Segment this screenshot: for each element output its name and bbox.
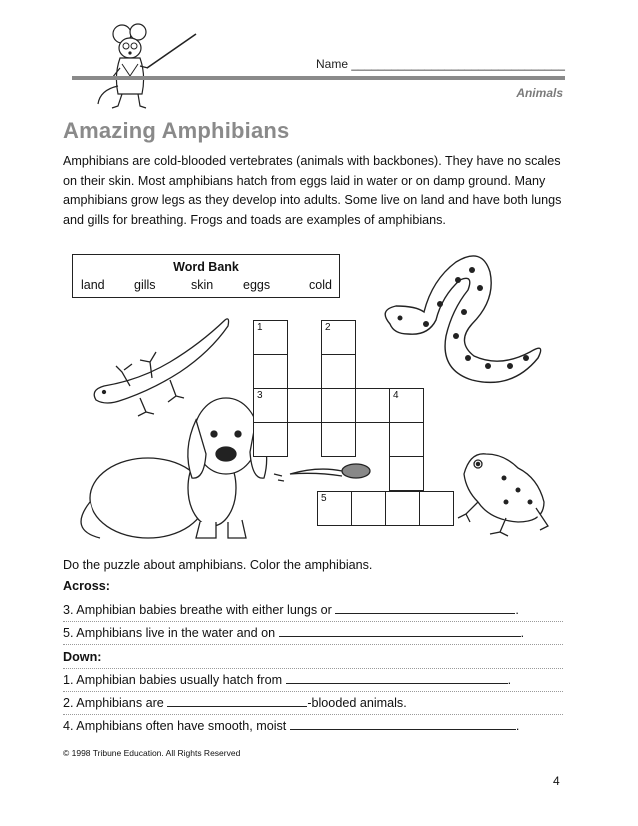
header-divider: [72, 76, 565, 80]
down-clue-1: [63, 673, 511, 687]
clue-end: -blooded animals.: [307, 696, 407, 710]
down-clue-2: [63, 696, 407, 710]
clue-number: 2: [325, 322, 331, 333]
crossword-cell[interactable]: [287, 388, 322, 423]
crossword-cell[interactable]: [253, 354, 288, 389]
word-bank-title: Word Bank: [173, 260, 239, 274]
answer-blank[interactable]: [290, 719, 516, 730]
salamander-illustration: [94, 319, 228, 416]
answer-blank[interactable]: [286, 673, 508, 684]
clue-divider: [63, 691, 563, 692]
crossword-cell[interactable]: [321, 354, 356, 389]
tadpole-illustration: [274, 464, 370, 481]
crossword-cell[interactable]: [355, 388, 390, 423]
crossword-cell[interactable]: [351, 491, 386, 526]
clue-divider: [63, 714, 563, 715]
across-clue-5: [63, 626, 524, 640]
clue-text: 3. Amphibian babies breathe with either lungs or: [63, 603, 332, 617]
snake-illustration: [385, 256, 540, 382]
answer-blank[interactable]: [335, 603, 515, 614]
category-label: Animals: [516, 86, 563, 100]
word-bank-word: land: [81, 278, 105, 292]
page-title: Amazing Amphibians: [63, 118, 290, 143]
dog-illustration: [81, 398, 267, 538]
clue-number: 1: [257, 322, 263, 333]
instructions: Do the puzzle about amphibians. Color the amphibians.: [63, 558, 373, 572]
down-clue-4: [63, 719, 519, 733]
answer-blank[interactable]: [167, 696, 307, 707]
clue-end: .: [515, 603, 519, 617]
clue-text: 5. Amphibians live in the water and on: [63, 626, 276, 640]
clue-number: 3: [257, 390, 263, 401]
copyright-notice: © 1998 Tribune Education. All Rights Reserved: [63, 748, 241, 758]
crossword-cell[interactable]: [321, 320, 356, 355]
clue-text: 2. Amphibians are: [63, 696, 164, 710]
down-heading: Down:: [63, 650, 102, 664]
word-bank-word: cold: [309, 278, 332, 292]
mouse-teacher-illustration: [92, 20, 202, 115]
crossword-cell[interactable]: [419, 491, 454, 526]
clue-number: 4: [393, 390, 399, 401]
crossword-cell[interactable]: [321, 388, 356, 423]
word-bank-word: gills: [134, 278, 156, 292]
clue-text: 1. Amphibian babies usually hatch from: [63, 673, 283, 687]
intro-paragraph: Amphibians are cold-blooded vertebrates (animals with backbones). They have no scales on their skin. Most amphibians hatch from eggs laid in water or on damp ground. Many amphibians grow legs as they develop into adults. Some live on land and have both lungs and gills for breathing. Frogs and toads are examples of amphibians.: [63, 154, 562, 227]
page-number: 4: [553, 774, 560, 788]
clue-end: .: [507, 673, 512, 687]
crossword-cell[interactable]: [385, 491, 420, 526]
crossword-cell[interactable]: [389, 422, 424, 457]
crossword-cell[interactable]: [389, 456, 424, 491]
frog-illustration: [458, 454, 548, 536]
crossword-cell[interactable]: [317, 491, 352, 526]
clue-end: .: [520, 626, 525, 640]
clue-divider: [63, 621, 563, 622]
crossword-cell[interactable]: [253, 422, 288, 457]
across-heading: Across:: [63, 579, 110, 593]
word-bank-word: skin: [191, 278, 214, 292]
answer-blank[interactable]: [279, 626, 521, 637]
word-bank-word: eggs: [243, 278, 271, 292]
clue-divider: [63, 668, 563, 669]
crossword-cell[interactable]: [389, 388, 424, 423]
clue-end: .: [515, 719, 520, 733]
name-field[interactable]: Name ________________________________: [316, 57, 565, 71]
clue-number: 5: [321, 493, 327, 504]
clue-divider: [63, 644, 563, 645]
across-clue-3: [63, 603, 519, 617]
clue-text: 4. Amphibians often have smooth, moist: [63, 719, 287, 733]
crossword-cell[interactable]: [253, 320, 288, 355]
crossword-cell[interactable]: [253, 388, 288, 423]
crossword-cell[interactable]: [321, 422, 356, 457]
